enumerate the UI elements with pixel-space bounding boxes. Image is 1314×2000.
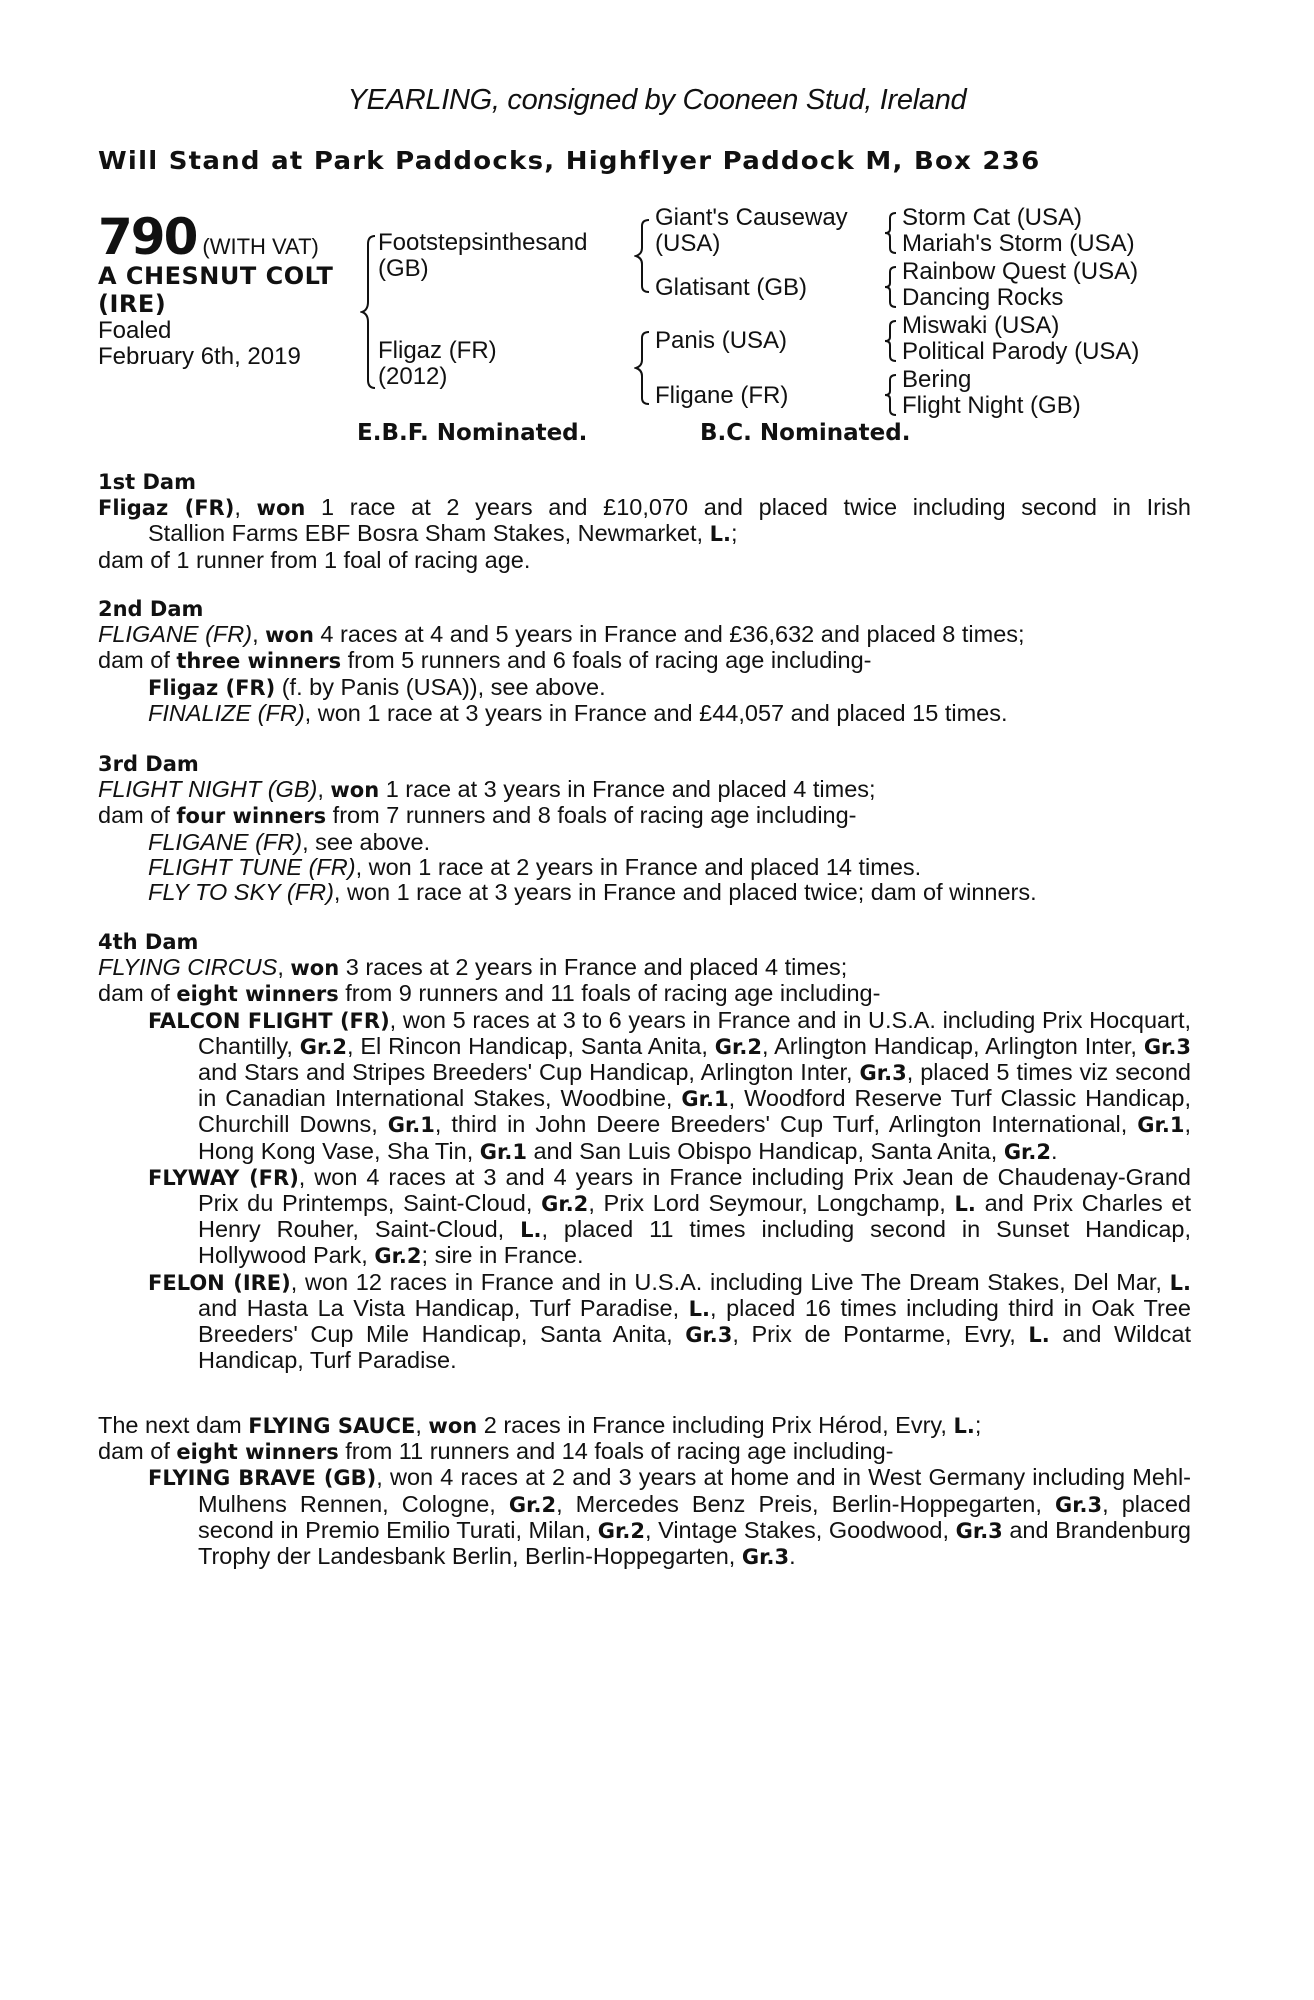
dam-name: Fligaz (FR) xyxy=(378,337,497,364)
won-label: won xyxy=(290,956,340,981)
next-dam-produce: dam of eight winners from 11 runners and 14 foals of racing age including- xyxy=(98,1438,894,1465)
fourth-dam-line: FLYING CIRCUS, won 3 races at 2 years in France and placed 4 times; xyxy=(98,954,848,981)
produce-name: Fligaz (FR) xyxy=(148,675,276,700)
grade-label: L. xyxy=(954,1192,976,1217)
grade-label: Gr.3 xyxy=(741,1545,790,1570)
grade-label: Gr.2 xyxy=(299,1034,347,1059)
third-dam-heading: 3rd Dam xyxy=(98,752,199,776)
first-dam-line xyxy=(98,521,1191,547)
fourth-dam-heading: 4th Dam xyxy=(98,930,199,954)
dam-record: Stallion Farms EBF Bosra Sham Stakes, Newmarket, xyxy=(148,520,710,547)
produce-entry: FLIGANE (FR), see above. xyxy=(148,828,431,855)
pedigree-brace-g3-1 xyxy=(883,210,899,256)
ebf-nominated: E.B.F. Nominated. xyxy=(357,420,588,446)
lot-number: 790 xyxy=(98,208,197,266)
gen3-entry: Rainbow Quest (USA) xyxy=(902,258,1139,285)
dam-record: 4 races at 4 and 5 years in France and £36,632 and placed 8 times; xyxy=(313,621,1025,648)
grade-label: Gr.2 xyxy=(541,1192,589,1217)
pedigree-brace-gen1 xyxy=(360,232,380,392)
pedigree-brace-g3-2 xyxy=(883,264,899,310)
winners-count: three winners xyxy=(176,649,342,674)
next-dam-line: The next dam FLYING SAUCE, won 2 races in France including Prix Hérod, Evry, L.; xyxy=(98,1412,982,1438)
winners-count: four winners xyxy=(176,804,327,829)
horse-description-line2: (IRE) xyxy=(98,290,167,318)
consignment-title: YEARLING, consigned by Cooneen Stud, Ireland xyxy=(347,84,967,116)
pedigree-sire-dam: Glatisant (GB) xyxy=(655,274,808,301)
grade-label: L. xyxy=(520,1218,542,1243)
produce-name: FALCON FLIGHT (FR) xyxy=(148,1008,390,1033)
fourth-dam-produce: dam of eight winners from 9 runners and 11 foals of racing age including- xyxy=(98,980,881,1007)
grade-label: Gr.3 xyxy=(859,1061,907,1086)
grade-label: L. xyxy=(1028,1323,1050,1348)
won-label: won xyxy=(256,496,306,521)
dam-record: 1 race at 2 years and £10,070 and placed twice including second in Irish xyxy=(305,494,1191,521)
grade-label: Gr.3 xyxy=(1143,1034,1192,1059)
punct: ; xyxy=(730,520,738,547)
dam-name: FLIGHT NIGHT (GB) xyxy=(98,776,318,803)
gen3-entry: Flight Night (GB) xyxy=(902,392,1081,419)
produce-entry-flyway: FLYWAY (FR), won 4 races at 3 and 4 years in France including Prix Jean de Chaudenay-Grand Prix du Printemps, Saint-Cloud, Gr.2, Prix Lord Seymour, Longchamp, L. and Prix Charles et Henry Rouher, Saint-Cloud, L., placed 11 times including second in Sunset Handicap, Hollywood Park, Gr.2; sire in France. xyxy=(148,1163,1192,1269)
produce-entry-falcon-flight: FALCON FLIGHT (FR), won 5 races at 3 to 6 years in France and in U.S.A. including Prix Hocquart, Chantilly, Gr.2, El Rincon Handicap, Santa Anita, Gr.2, Arlington Handicap, Arlington Inter, Gr.3 and Stars and Stripes Breeders' Cup Handicap, Arlington Inter, Gr.3, placed 5 times viz second in Canadian International Stakes, Woodbine, Gr.1, Woodford Reserve Turf Classic Handicap, Churchill Downs, Gr.1, third in John Deere Breeders' Cup Turf, Arlington International, Gr.1, Hong Kong Vase, Sha Tin, Gr.1 and San Luis Obispo Handicap, Santa Anita, Gr.2. xyxy=(148,1006,1192,1164)
sire-sire-name: Giant's Causeway xyxy=(655,204,848,231)
winners-count: eight winners xyxy=(176,1440,339,1465)
bc-nominated: B.C. Nominated. xyxy=(700,420,911,446)
lot-number-block xyxy=(98,208,319,266)
pedigree-brace-sire xyxy=(634,216,654,296)
produce-name: FELON (IRE) xyxy=(148,1270,291,1295)
sire-name: Footstepsinthesand xyxy=(378,229,588,256)
horse-description xyxy=(98,262,368,318)
first-dam-produce: dam of 1 runner from 1 foal of racing age. xyxy=(98,546,531,573)
grade-label: Gr.1 xyxy=(479,1139,527,1164)
first-dam-heading: 1st Dam xyxy=(98,470,196,494)
produce-name: FINALIZE (FR) xyxy=(148,699,305,726)
gen3-entry: Storm Cat (USA) xyxy=(902,204,1083,231)
third-dam-line: FLIGHT NIGHT (GB), won 1 race at 3 years in France and placed 4 times; xyxy=(98,776,876,803)
grade-label: Gr.2 xyxy=(508,1492,557,1517)
dam-name: FLYING CIRCUS xyxy=(98,954,278,981)
second-dam-section xyxy=(98,597,1191,726)
stand-location: Will Stand at Park Paddocks, Highflyer Paddock M, Box 236 xyxy=(98,146,1041,175)
fourth-dam-section xyxy=(98,930,1191,1373)
pedigree-brace-g3-3 xyxy=(883,318,899,364)
won-label: won xyxy=(428,1414,478,1438)
produce-name: FLIGHT TUNE (FR) xyxy=(148,853,356,880)
third-dam-section xyxy=(98,752,1191,905)
produce-name: FLY TO SKY (FR) xyxy=(148,879,334,906)
pedigree-brace-g3-4 xyxy=(883,372,899,418)
grade-label: Gr.2 xyxy=(714,1034,762,1059)
grade-label: Gr.3 xyxy=(955,1518,1003,1543)
third-dam-produce: dam of four winners from 7 runners and 8 foals of racing age including- xyxy=(98,802,857,829)
pedigree-dam-sire: Panis (USA) xyxy=(655,327,788,354)
horse-description-line1: A CHESNUT COLT xyxy=(98,262,334,290)
produce-name: FLIGANE (FR) xyxy=(148,828,303,855)
produce-entry: FLIGHT TUNE (FR), won 1 race at 2 years in France and placed 14 times. xyxy=(148,853,922,880)
gen3-entry: Mariah's Storm (USA) xyxy=(902,230,1135,257)
second-dam-heading: 2nd Dam xyxy=(98,597,204,621)
sire-country: (GB) xyxy=(378,255,429,282)
grade-label: L. xyxy=(953,1414,975,1438)
second-dam-line: FLIGANE (FR), won 4 races at 4 and 5 years in France and £36,632 and placed 8 times; xyxy=(98,621,1025,648)
grade-label: L. xyxy=(709,522,731,547)
dam-name: FLIGANE (FR) xyxy=(98,621,253,648)
next-dam-section xyxy=(98,1413,1191,1570)
gen3-entry: Miswaki (USA) xyxy=(902,312,1060,339)
pedigree-sire xyxy=(378,230,587,282)
pedigree-dam-dam: Fligane (FR) xyxy=(655,382,789,409)
foaled-info xyxy=(98,318,301,370)
grade-label: Gr.1 xyxy=(681,1087,729,1112)
pedigree-brace-dam xyxy=(634,328,654,408)
produce-entry: Fligaz (FR) (f. by Panis (USA)), see above. xyxy=(148,673,606,700)
produce-entry-flying-brave: FLYING BRAVE (GB), won 4 races at 2 and 3 years at home and in West Germany including Mehl-Mulhens Rennen, Cologne, Gr.2, Mercedes Benz Preis, Berlin-Hoppegarten, Gr.3, placed second in Premio Emilio Turati, Milan, Gr.2, Vintage Stakes, Goodwood, Gr.3 and Brandenburg Trophy der Landesbank Berlin, Berlin-Hoppegarten, Gr.3. xyxy=(148,1464,1192,1570)
gen3-entry: Bering xyxy=(902,366,972,393)
grade-label: Gr.1 xyxy=(387,1113,435,1138)
grade-label: L. xyxy=(688,1296,711,1321)
first-dam-line: Fligaz (FR), won 1 race at 2 years and £10,070 and placed twice including second in Irish xyxy=(98,494,1191,521)
grade-label: Gr.3 xyxy=(685,1323,733,1348)
produce-entry: FLY TO SKY (FR), won 1 race at 3 years in France and placed twice; dam of winners. xyxy=(148,879,1037,906)
pedigree-dam xyxy=(378,338,497,390)
winners-count: eight winners xyxy=(176,982,339,1007)
first-dam-section xyxy=(98,470,1191,573)
sire-sire-country: (USA) xyxy=(655,230,721,257)
foaled-label: Foaled xyxy=(98,317,172,344)
grade-label: Gr.3 xyxy=(1054,1492,1103,1517)
second-dam-produce: dam of three winners from 5 runners and 6 foals of racing age including- xyxy=(98,647,872,674)
pedigree-sire-sire xyxy=(655,205,848,257)
grade-label: L. xyxy=(1169,1270,1191,1295)
won-label: won xyxy=(330,778,380,803)
produce-name: FLYWAY (FR) xyxy=(148,1165,299,1190)
pedigree-gen3-list xyxy=(902,205,1139,419)
produce-name: FLYING BRAVE (GB) xyxy=(148,1466,377,1491)
foaled-date: February 6th, 2019 xyxy=(98,343,301,370)
dam-name: Fligaz (FR) xyxy=(98,496,235,521)
gen3-entry: Dancing Rocks xyxy=(902,284,1064,311)
dam-name: FLYING SAUCE xyxy=(248,1414,416,1438)
gen3-entry: Political Parody (USA) xyxy=(902,338,1140,365)
produce-entry-felon: FELON (IRE), won 12 races in France and in U.S.A. including Live The Dream Stakes, Del Mar, L. and Hasta La Vista Handicap, Turf Paradise, L., placed 16 times including third in Oak Tree Breeders' Cup Mile Handicap, Santa Anita, Gr.3, Prix de Pontarme, Evry, L. and Wildcat Handicap, Turf Paradise. xyxy=(148,1268,1192,1374)
grade-label: Gr.2 xyxy=(1003,1139,1052,1164)
won-label: won xyxy=(265,623,314,648)
grade-label: Gr.1 xyxy=(1137,1113,1185,1138)
grade-label: Gr.2 xyxy=(374,1244,422,1269)
dam-year: (2012) xyxy=(378,363,448,390)
grade-label: Gr.2 xyxy=(597,1518,645,1543)
produce-entry: FINALIZE (FR), won 1 race at 3 years in France and £44,057 and placed 15 times. xyxy=(148,699,1008,726)
vat-note: (WITH VAT) xyxy=(202,234,319,259)
